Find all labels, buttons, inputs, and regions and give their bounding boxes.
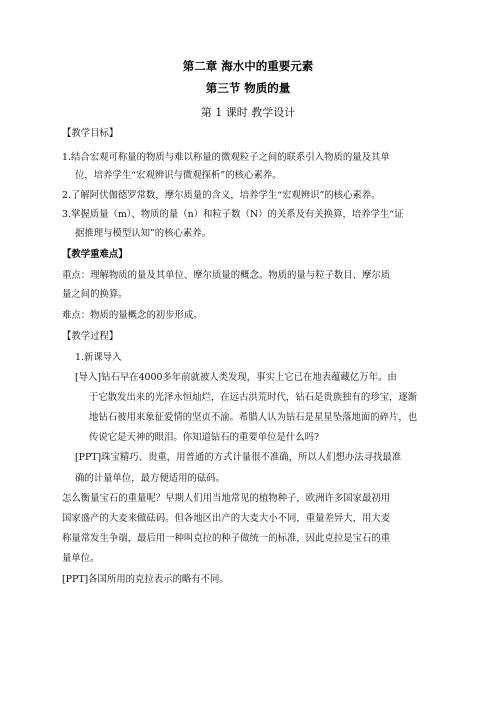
step-title: 1.新课导入 [75,352,122,363]
process-line: [导入]钻石早在4000多年前就被人类发现，事实上它已在地表蕴藏亿万年。由 [75,372,397,383]
objective-line: 2.了解阿伏伽德罗常数，摩尔质量的含义，培养学生“宏观辨识”的核心素养。 [62,190,381,201]
chapter-title: 第二章 海水中的重要元素 [182,59,314,73]
key-point-line: 难点：物质的量概念的初步形成。 [62,310,203,321]
objective-line: 1.结合宏观可称量的物质与难以称量的微观粒子之间的联系引入物质的量及其单 [62,152,390,163]
process-line: 怎么衡量宝石的重量呢？早期人们用当地常见的植物种子，欧洲许多国家最初用 [62,493,391,504]
process-line: 于它散发出来的光泽永恒灿烂，在远古洪荒时代，钻石是贵族独有的珍宝，逐渐 [89,392,418,403]
objectives-heading: 【教学目标】 [62,128,119,139]
process-line: 地钻石被用来象征爱情的坚贞不渝。希腊人认为钻石是星星坠落地面的碎片，也 [89,412,418,423]
process-line: 量单位。 [62,553,100,564]
key-points-heading: 【教学重难点】 [62,249,128,260]
objective-line: 据推理与模型认知”的核心素养。 [75,228,212,239]
process-line: [PPT]各国所用的克拉表示的略有不同。 [62,574,229,585]
process-heading: 【教学过程】 [62,331,119,342]
process-line: 国家盛产的大麦来做砝码。但各地区出产的大麦大小不同，重量差异大，用大麦 [62,513,391,524]
section-title: 第三节 物质的量 [205,81,291,95]
objective-line: 位，培养学生“宏观辨识与微观探析”的核心素养。 [75,170,282,181]
process-line: 确的计量单位，最方便适用的砝码。 [75,473,226,484]
lesson-title: 第 1 课时 教学设计 [200,106,296,119]
key-point-line: 量之间的换算。 [62,289,128,300]
process-line: [PPT]珠宝精巧、贵重，用普通的方式计量很不准确，所以人们想办法寻找最准 [75,452,402,463]
key-point-line: 重点：理解物质的量及其单位、摩尔质量的概念。物质的量与粒子数目、摩尔质 [62,270,391,281]
process-line: 传说它是天神的眼泪。你知道钻石的重要单位是什么吗? [89,432,320,443]
process-line: 称量常发生争端，最后用一种叫克拉的种子做统一的标准，因此克拉是宝石的重 [62,533,391,544]
objective-line: 3.掌握质量（m）、物质的量（n）和粒子数（N）的关系及有关换算，培养学生“证 [62,209,404,220]
